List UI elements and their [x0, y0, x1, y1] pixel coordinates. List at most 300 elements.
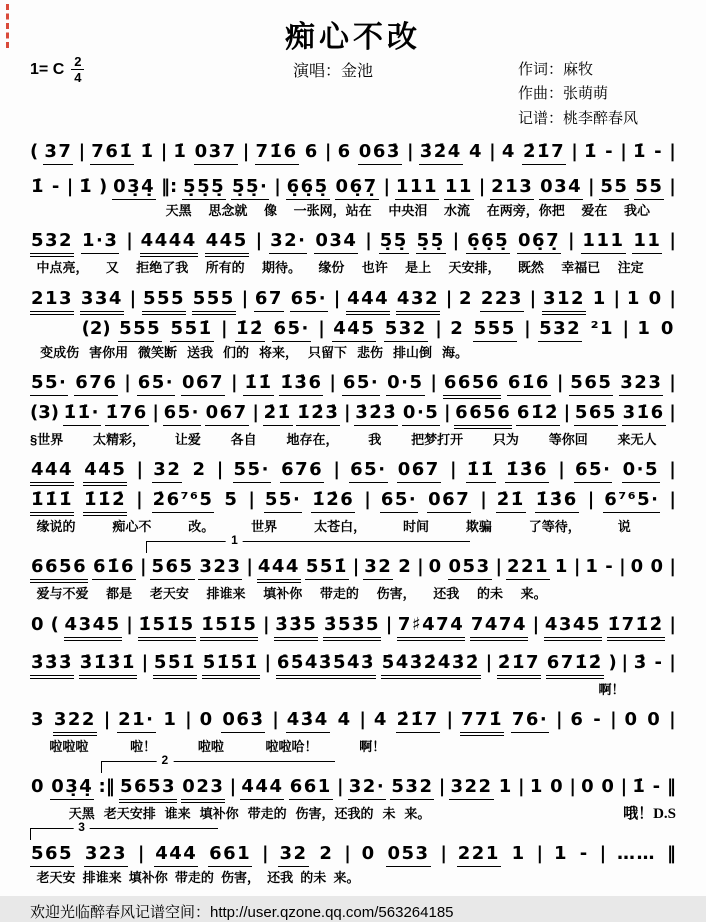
barline: | — [229, 776, 237, 797]
note-group: 1 — [585, 556, 600, 578]
note-group: 532 — [384, 318, 428, 342]
barline: | — [66, 176, 74, 197]
note-group: 3̇1̇3̇1̇ — [79, 652, 137, 679]
barline: | — [619, 556, 626, 578]
lyric-word: 来。 — [404, 806, 431, 821]
lyric-word: 水流 — [444, 203, 471, 218]
note-group: 1 — [498, 776, 513, 797]
note-group: 11 — [444, 176, 474, 200]
music-system — [30, 489, 676, 535]
barline: | — [485, 651, 493, 673]
lyric-word: 还我 — [267, 870, 294, 886]
lyrics-row — [36, 519, 630, 535]
note-group: 0 — [630, 556, 645, 578]
lyric-word: 爱与不爱 — [36, 586, 89, 602]
note-group: 7474 — [470, 614, 528, 641]
note-group: 06̣7̣ — [517, 230, 561, 254]
notes-row — [30, 176, 676, 200]
lyric-word: 老天安 — [149, 586, 189, 602]
note-group: 322 — [449, 776, 493, 800]
lyric-word: 将来， — [259, 344, 299, 360]
note-group: 2̇1̇7 — [396, 709, 440, 733]
volta-bracket-2 — [101, 753, 335, 773]
lyric-word: 所有的 — [205, 260, 245, 276]
note-group: 5̣5̣ — [416, 230, 446, 254]
barline: | — [669, 230, 676, 252]
barline: | — [620, 776, 628, 797]
barline: | — [333, 459, 340, 480]
notes-row — [30, 288, 676, 315]
barline: | — [669, 371, 676, 393]
note-group: 661 — [289, 776, 333, 800]
note-group: 6656 — [454, 402, 512, 429]
note-group: 444 — [346, 288, 390, 315]
lyric-word: 还我 — [433, 586, 460, 602]
note-group: 0 — [601, 776, 616, 797]
note-group: 43̇4 — [286, 709, 330, 733]
note-group: 65· — [574, 459, 612, 483]
note-group: 111 — [581, 230, 625, 254]
notes-row — [30, 556, 676, 583]
note-group: 6̇5̇4̇3̇5̇4̇3̇ — [276, 652, 376, 679]
note-group: 32 — [278, 843, 308, 867]
note-group: 1̇2̇3̇ — [296, 402, 340, 426]
barline: :‖ — [98, 776, 115, 797]
barline: | — [333, 287, 341, 309]
lyric-word: 各自 — [230, 431, 257, 447]
note-group: 444 — [257, 556, 301, 583]
lyric-word: 伤害，还我的 — [295, 806, 374, 821]
note-group: 053 — [448, 556, 492, 580]
barline: | — [103, 708, 111, 730]
barline: | — [495, 556, 503, 578]
barline: ) — [99, 176, 108, 197]
barline: | — [242, 141, 250, 162]
note-group: 1 — [511, 843, 526, 865]
lyric-word: 填补你 — [263, 586, 303, 602]
lyric-word: 变成伤 — [40, 344, 80, 360]
barline: | — [669, 613, 676, 635]
note-group: 31̇6 — [622, 402, 666, 426]
lyric-word: 也许 — [361, 260, 388, 276]
barline: | — [443, 401, 451, 423]
lyric-word: 太精彩， — [93, 431, 146, 447]
note-group: 0 — [31, 613, 46, 635]
barline: | — [438, 776, 446, 797]
lyrics-row — [49, 739, 385, 755]
barline: | — [364, 489, 371, 510]
barline: | — [185, 708, 192, 730]
barline: | — [129, 287, 137, 309]
barline: | — [263, 613, 270, 635]
barline: | — [446, 708, 454, 730]
barline: | — [430, 371, 437, 393]
lyric-word: 都是 — [106, 586, 133, 602]
lyric-word: 啊！ — [598, 681, 625, 697]
barline: | — [669, 651, 676, 673]
lyric-word: 地存在， — [286, 431, 339, 447]
lyric-word: 我 — [368, 431, 382, 447]
barline: | — [141, 651, 149, 673]
note-group: 565 — [150, 556, 194, 580]
lyric-word: 排谁来 — [206, 586, 246, 602]
barline: | — [152, 401, 159, 423]
lyric-word: 让爱 — [174, 431, 201, 447]
barline: | — [318, 317, 325, 339]
note-group: 32· — [348, 776, 386, 800]
note-group: 1 — [592, 287, 607, 309]
lyric-word: 伤害， — [376, 586, 416, 602]
note-group: 555 — [473, 318, 517, 342]
music-system — [30, 709, 676, 755]
note-group: 5 — [224, 489, 239, 510]
note-group: 067 — [427, 489, 471, 513]
barline: | — [246, 556, 253, 578]
note-group: 0·5 — [386, 372, 424, 396]
music-system — [30, 288, 676, 315]
volta-number: 1 — [226, 534, 243, 546]
barline: ‖ — [666, 776, 676, 797]
lyric-word: 把梦打开 — [411, 431, 464, 447]
lyrics-row — [30, 432, 657, 448]
note-group: 65· — [163, 402, 201, 426]
note-group: 2 — [192, 459, 207, 480]
lyric-word: 痴心不 — [112, 519, 152, 534]
note-group: 0 — [428, 556, 443, 578]
note-group: 65· — [380, 489, 418, 513]
note-group: 445 — [205, 230, 249, 257]
note-group: 4 — [501, 141, 516, 162]
barline: | — [78, 141, 86, 162]
barline: | — [445, 287, 453, 309]
lyric-word: 悲伤 — [356, 344, 383, 360]
barline: ( — [30, 141, 39, 162]
lyric-word: 拒绝了我 — [136, 260, 189, 276]
note-group: 65· — [137, 372, 175, 396]
note-group: 2 — [459, 287, 474, 309]
note-group: 1̇ — [31, 176, 46, 197]
dal-segno-mark: 哦！D.S — [623, 806, 676, 823]
barline: | — [407, 141, 414, 162]
barline: | — [365, 230, 372, 252]
lyric-word: 填补你 — [128, 870, 168, 886]
barline: | — [435, 317, 442, 339]
barline: | — [252, 401, 259, 423]
note-group: 2 — [319, 843, 334, 865]
barline: | — [669, 141, 676, 162]
lyric-word: 缘说的 — [36, 519, 76, 534]
barline: ( — [50, 613, 59, 635]
note-group: 55· — [30, 372, 68, 396]
note-group: 06̣7̣ — [335, 176, 379, 200]
note-group: 221 — [457, 843, 501, 867]
barline: | — [621, 651, 629, 673]
lyric-word: 等你回 — [548, 431, 588, 447]
note-group: 6 — [570, 708, 585, 730]
note-group: 4 — [468, 141, 483, 162]
note-group: 4345 — [64, 614, 122, 641]
lyric-word: 太苍白， — [314, 519, 367, 534]
lyric-word: 海。 — [441, 344, 468, 360]
barline: | — [610, 708, 617, 730]
lyric-word: 的未 — [476, 586, 503, 602]
lyric-word: 改。 — [188, 519, 215, 534]
music-system — [30, 402, 676, 448]
song-title: 痴心不改 — [285, 21, 421, 54]
barline: | — [556, 371, 564, 393]
music-system — [30, 459, 676, 486]
lyric-word: 既然 — [517, 260, 544, 276]
barline: | — [449, 459, 457, 480]
note-group: 221 — [506, 556, 550, 580]
barline: ‖ — [666, 843, 676, 865]
barline: | — [669, 459, 676, 480]
barline: | — [262, 843, 269, 865]
note-group: 4444 — [140, 230, 198, 257]
lyric-word: 注定 — [617, 260, 644, 276]
barline: | — [587, 489, 595, 510]
note-group: 1̇ — [140, 141, 155, 162]
music-system — [30, 372, 676, 399]
note-group: 432 — [396, 288, 440, 315]
note-group: - — [51, 176, 61, 197]
note-group: 565 — [569, 372, 613, 396]
note-group: 067 — [181, 372, 225, 396]
note-group: 61̇6 — [507, 372, 551, 396]
note-group: 1̇3̇6 — [505, 459, 549, 483]
note-group: 551̇ — [170, 318, 214, 342]
barline: | — [587, 176, 595, 197]
note-group: 223 — [480, 288, 524, 312]
note-group: 6⁷⁶5· — [603, 489, 660, 513]
barline: | — [136, 489, 143, 510]
notes-row — [30, 372, 676, 399]
note-group: 323 — [198, 556, 242, 580]
note-group: 0 — [199, 708, 214, 730]
note-group: 2 — [398, 556, 413, 578]
note-group: …… — [617, 843, 657, 865]
footer-link-text: 欢迎光临醉春风记谱空间：http://user.qzone.qq.com/563264185 — [30, 903, 454, 921]
barline: | — [599, 843, 607, 865]
note-group: 1̇3̇6 — [535, 489, 579, 513]
note-group: - — [654, 651, 664, 673]
note-group: 1̇ — [583, 141, 598, 162]
note-group: 555 — [142, 288, 186, 315]
barline: | — [248, 489, 255, 510]
note-group: 1̇3̇6 — [279, 372, 323, 396]
notes-row — [30, 843, 676, 867]
barline: | — [352, 556, 360, 578]
barline: | — [274, 176, 281, 197]
time-signature-bottom: 4 — [74, 70, 82, 85]
barline: | — [264, 651, 272, 673]
lyric-word: 爱在 — [581, 203, 608, 218]
notes-row — [30, 230, 676, 257]
note-group: 1̇1̇1̇ — [30, 489, 74, 516]
note-group: 4 — [373, 708, 388, 730]
lyric-word: 天黑 — [165, 203, 192, 218]
note-group: 1 — [637, 317, 652, 339]
notes-row — [82, 318, 676, 342]
note-group: 555 — [192, 288, 236, 315]
note-group: 71̇6 — [255, 141, 299, 165]
note-group: 2̇1̇7 — [522, 141, 566, 165]
lyrics-row — [36, 260, 643, 276]
note-group: 445 — [332, 318, 376, 342]
notes-row — [30, 614, 676, 641]
note-group: 03̣4̣ — [50, 776, 94, 800]
note-group: 2̇6⁷⁶5 — [152, 489, 215, 513]
note-group: 063̇ — [221, 709, 265, 733]
note-group: 6̣6̣5̣ — [286, 176, 330, 200]
barline: | — [324, 141, 332, 162]
note-group: 0·5 — [402, 402, 440, 426]
barline: ) — [608, 651, 617, 673]
barline: | — [216, 459, 224, 480]
note-group: 21· — [117, 709, 155, 733]
lyric-word: 思念就 — [208, 203, 248, 218]
note-group: 1 — [554, 556, 569, 578]
composer-credit: 作曲：张萌萌 — [518, 85, 609, 103]
barline: | — [478, 176, 486, 197]
note-group: 1̇1̇ — [466, 459, 496, 483]
note-group: 5̣5̣· — [231, 176, 269, 200]
barline: | — [518, 776, 525, 797]
lyric-word: 送我 — [187, 344, 214, 360]
credits-block — [518, 58, 638, 131]
note-group: 2̇1̇ — [263, 402, 293, 426]
barline: | — [385, 613, 393, 635]
note-group: 053 — [386, 843, 430, 867]
barline: | — [124, 371, 131, 393]
note-group: 0 — [31, 776, 46, 797]
note-group: 5653 — [119, 776, 177, 803]
note-group: 334 — [80, 288, 124, 315]
note-group: 565 — [30, 843, 74, 867]
lyrics-row — [36, 870, 359, 886]
barline: | — [613, 287, 621, 309]
barline: | — [622, 317, 630, 339]
barline: | — [569, 776, 576, 797]
note-group: 0 — [647, 708, 662, 730]
note-group: 5̇5̇1̇ — [153, 652, 197, 679]
lyric-word: 填补你 — [199, 806, 239, 821]
volta-number: 3 — [73, 821, 90, 833]
note-group: 6 — [337, 141, 352, 162]
note-group: 312 — [542, 288, 586, 315]
lyric-word: 老天安排 — [103, 806, 156, 821]
note-group: 1̇71̇2̇ — [607, 614, 665, 641]
notes-row — [30, 776, 676, 803]
music-system — [30, 614, 676, 641]
lyric-word: 天黑 — [68, 806, 95, 821]
barline: | — [480, 489, 487, 510]
note-group: 444 — [154, 843, 198, 867]
note-group: 55 — [634, 176, 664, 200]
note-group: 1̇ — [79, 176, 94, 197]
barline: | — [329, 371, 336, 393]
lyric-word: 中点亮， — [36, 260, 89, 276]
note-group: 1 — [553, 843, 568, 865]
note-group: 0·5 — [622, 459, 660, 483]
note-group: 111 — [395, 176, 439, 200]
note-group: 323 — [84, 843, 128, 867]
notes-row — [30, 709, 676, 736]
note-group: 61̇6 — [92, 556, 136, 580]
lyric-word: 谁来 — [164, 806, 191, 821]
note-group: 1̇2̇ — [235, 318, 265, 342]
lyric-word: 中央泪 — [388, 203, 428, 218]
note-group: 322 — [53, 709, 97, 736]
note-group: 11 — [632, 230, 662, 254]
music-system — [30, 652, 676, 698]
note-group: 32 — [363, 556, 393, 580]
note-group: 37 — [43, 141, 73, 165]
lyrics-row — [40, 345, 468, 361]
note-group: 3̇2̇3̇ — [354, 402, 398, 426]
lyric-word: 在两旁，你把 — [486, 203, 565, 218]
barline: | — [669, 556, 676, 578]
note-group: 76· — [511, 709, 549, 733]
barline: | — [532, 613, 540, 635]
notes-row — [30, 141, 676, 165]
note-group: 3̇2̇4 — [419, 141, 463, 165]
note-group: 1̇1̇2̇ — [83, 489, 127, 516]
lyrics-row — [36, 586, 546, 602]
time-signature-top: 2 — [71, 55, 84, 70]
music-system — [30, 820, 676, 886]
barline: | — [440, 843, 447, 865]
note-group: 1 — [163, 708, 178, 730]
note-group: 55· — [233, 459, 271, 483]
barline: (3) — [30, 401, 59, 423]
barline: | — [669, 287, 676, 309]
lyric-word: 像 — [264, 203, 278, 218]
note-group: - — [654, 141, 664, 162]
barline: | — [230, 371, 238, 393]
lyric-word: 微笑断 — [138, 344, 178, 360]
note-group: 1̇76 — [105, 402, 149, 426]
lyric-word: 啦啦哈！ — [265, 738, 318, 754]
barline: | — [669, 401, 676, 423]
lyric-word: 时间 — [402, 519, 429, 534]
lyric-word: 啊！ — [359, 738, 386, 754]
note-group: 55 — [599, 176, 629, 200]
barline: | — [669, 489, 676, 510]
note-group: 0 — [361, 843, 376, 865]
music-system — [30, 230, 676, 276]
barline: | — [160, 141, 168, 162]
lyrics-row — [598, 682, 637, 698]
lyrics-row — [69, 806, 431, 822]
note-group: 5̣5̣ — [379, 230, 409, 254]
lyric-word: 带走的 — [247, 806, 287, 821]
note-group: 0 — [648, 287, 663, 309]
note-group: 2̇1̇7 — [497, 652, 541, 679]
note-group: 1 — [529, 776, 544, 797]
note-group: 2̇1̇ — [496, 489, 526, 513]
notes-row — [30, 652, 676, 679]
lyric-word: 幸福已 — [561, 260, 601, 276]
note-group: 4 — [337, 708, 352, 730]
volta-bracket-1 — [146, 533, 470, 553]
note-group: 445 — [83, 459, 127, 486]
note-group: 5̇1̇5̇1̇ — [202, 652, 260, 679]
music-system — [30, 533, 676, 602]
lyric-word: 天安排， — [448, 260, 501, 276]
note-group: 444 — [240, 776, 284, 800]
note-group: 0 — [650, 556, 665, 578]
